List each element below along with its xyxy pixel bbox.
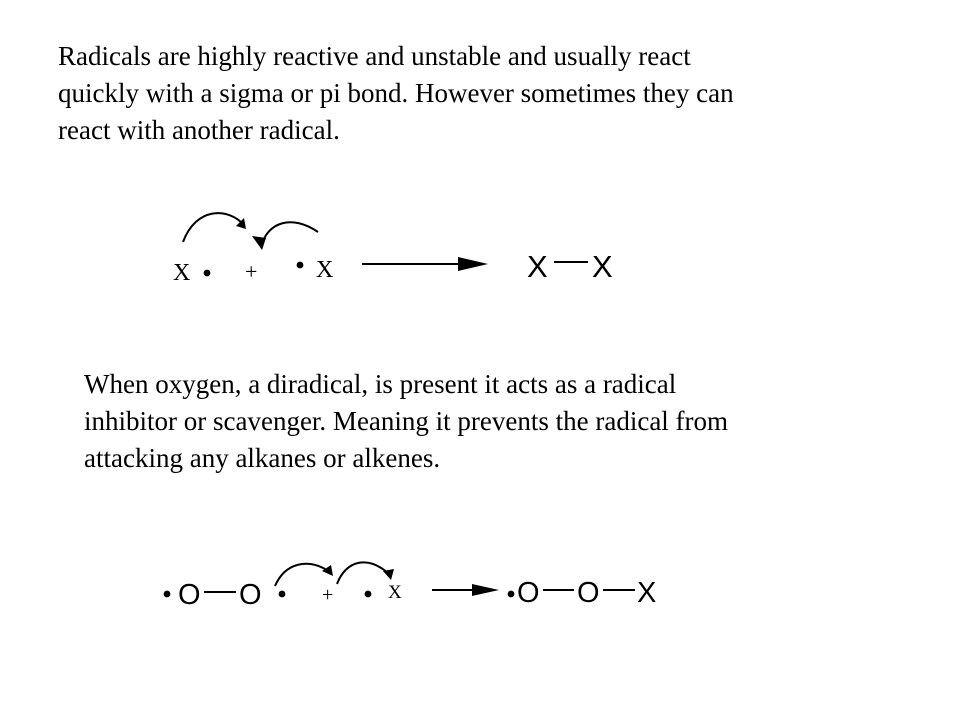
intro-line-2: quickly with a sigma or pi bond. However sometimes they can <box>58 78 734 108</box>
reaction-arrow-head <box>472 584 499 596</box>
electron-arrow-left-head <box>322 565 333 576</box>
radical-x: X <box>388 582 402 603</box>
electron-arrow-left <box>183 213 244 242</box>
oxygen-scavenging-scheme <box>0 545 960 625</box>
oxygen-paragraph <box>84 366 904 477</box>
radical-electron-dot <box>279 591 286 598</box>
radical-coupling-scheme <box>0 195 960 305</box>
radical-electron-dot <box>365 591 372 598</box>
oxygen-line-1: When oxygen, a diradical, is present it acts as a radical <box>84 369 677 399</box>
oxygen-atom-1: O <box>178 579 201 611</box>
electron-arrow-right-head <box>252 236 266 250</box>
plus-sign: + <box>322 584 334 606</box>
reaction-arrow-head <box>458 257 488 271</box>
radical-electron-dot <box>297 262 304 269</box>
electron-arrow-right <box>337 562 389 584</box>
oxygen-line-2: inhibitor or scavenger. Meaning it prevents the radical from <box>84 406 729 436</box>
oxygen-line-3: attacking any alkanes or alkenes. <box>84 443 441 473</box>
intro-line-1: Radicals are highly reactive and unstable and usually react <box>58 41 691 71</box>
plus-sign: + <box>245 259 258 284</box>
product-oxygen-1: O <box>517 577 540 609</box>
radical-electron-dot <box>164 591 171 598</box>
product-oxygen-2: O <box>577 577 600 609</box>
reactant-x-right: X <box>316 257 334 283</box>
electron-arrow-right <box>261 222 318 247</box>
product-x: X <box>637 577 657 609</box>
product-x-right: X <box>592 249 613 284</box>
radical-electron-dot <box>204 270 211 277</box>
radical-electron-dot <box>508 591 515 598</box>
electron-arrow-left <box>275 564 330 586</box>
intro-paragraph <box>58 38 908 149</box>
oxygen-atom-2: O <box>239 579 262 611</box>
reactant-x-left: X <box>173 260 191 286</box>
product-x-left: X <box>527 249 548 284</box>
intro-line-3: react with another radical. <box>58 115 340 145</box>
